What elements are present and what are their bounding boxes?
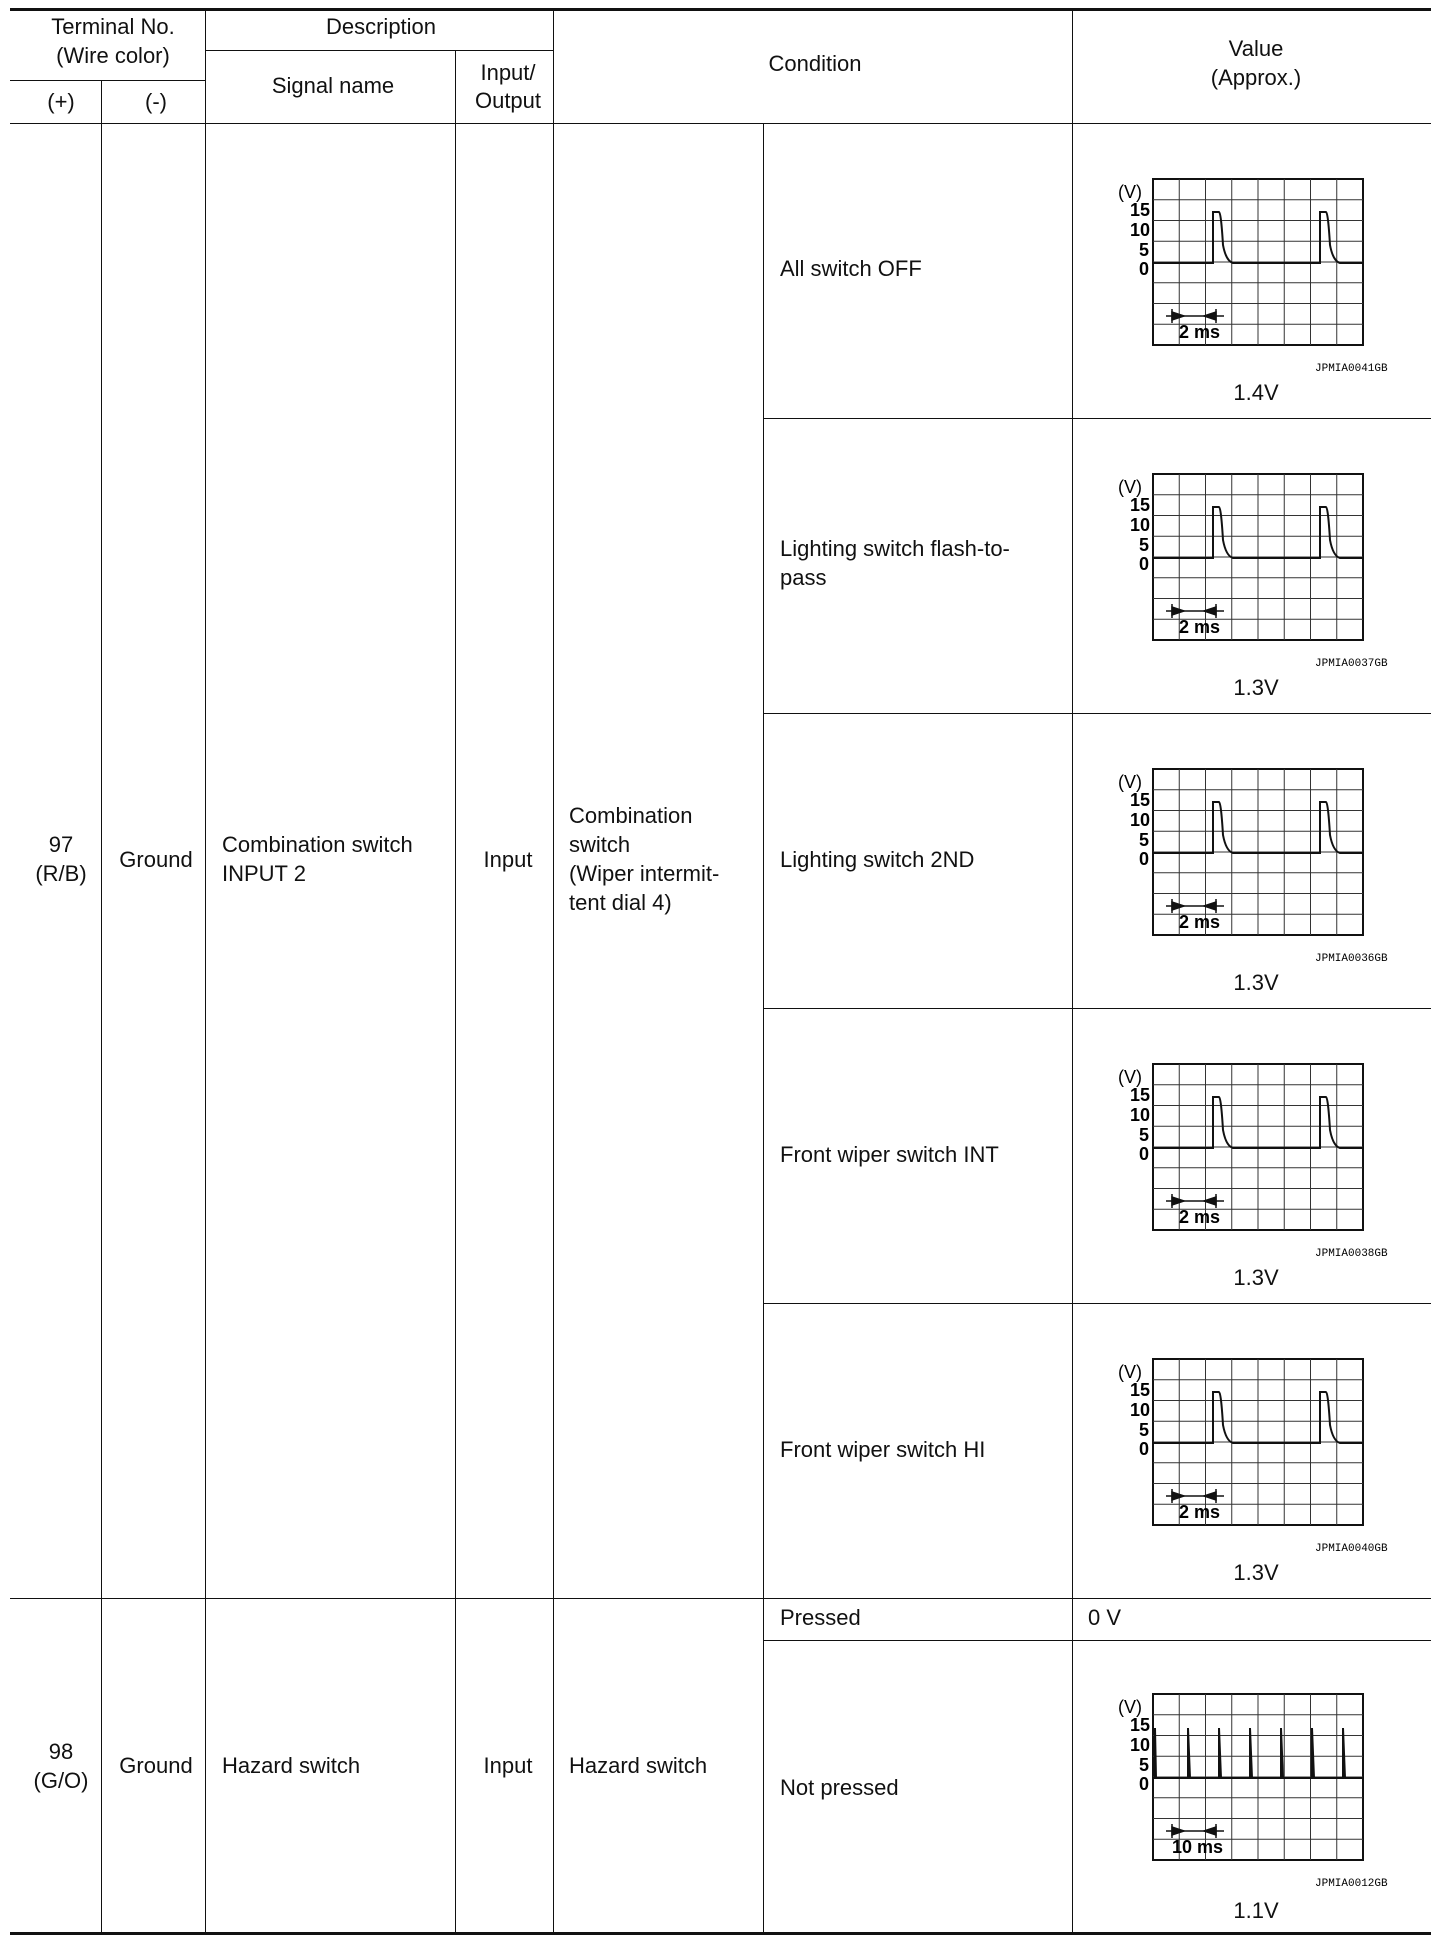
svg-text:5: 5 (1139, 1755, 1150, 1775)
col-divider-value (1072, 8, 1073, 1932)
svg-text:JPMIA0038GB: JPMIA0038GB (1315, 1248, 1388, 1260)
header-input-output-1: Input/ (480, 60, 536, 85)
oscilloscope-flash-to-pass (1108, 460, 1408, 670)
svg-text:0: 0 (1139, 1144, 1150, 1164)
svg-text:2 ms: 2 ms (1179, 1207, 1221, 1227)
header-value-2: (Approx.) (1210, 65, 1302, 90)
terminal-98-ground: Ground (119, 1753, 193, 1778)
oscilloscope-front-wiper-hi (1108, 1345, 1408, 1555)
col-divider-io (455, 50, 456, 1932)
col-divider-terminal (101, 80, 102, 1932)
svg-text:15: 15 (1130, 495, 1151, 515)
subcondition-all-switch-off: All switch OFF (780, 256, 922, 281)
svg-text:(V): (V) (1118, 772, 1142, 792)
svg-text:2 ms: 2 ms (1179, 1502, 1221, 1522)
subcondition-lighting-2nd: Lighting switch 2ND (780, 847, 975, 872)
svg-text:0: 0 (1139, 259, 1150, 279)
header-description: Description (325, 14, 437, 39)
header-terminal-divider (10, 80, 205, 81)
header-input-output-2: Output (474, 88, 542, 113)
row-divider-2 (763, 713, 1431, 714)
svg-text:10: 10 (1130, 515, 1151, 535)
time-division-arrow (1172, 607, 1184, 615)
time-division-arrow (1172, 1197, 1184, 1205)
svg-text:15: 15 (1130, 1085, 1151, 1105)
svg-text:15: 15 (1130, 1715, 1151, 1735)
svg-text:2 ms: 2 ms (1179, 617, 1221, 637)
header-terminal-no: Terminal No. (51, 14, 175, 39)
col-divider-subcondition (763, 123, 764, 1932)
subcondition-front-wiper-hi: Front wiper switch HI (780, 1437, 986, 1462)
value-pressed: 0 V (1088, 1605, 1122, 1630)
svg-text:10: 10 (1130, 1400, 1151, 1420)
subcondition-front-wiper-int: Front wiper switch INT (780, 1142, 999, 1167)
subcondition-flash-to-pass-2: pass (780, 565, 827, 590)
condition-98-main: Hazard switch (569, 1753, 708, 1778)
value-all-switch-off: 1.4V (1233, 380, 1279, 405)
condition-97-main-1: Combination (569, 803, 693, 828)
subcondition-flash-to-pass-1: Lighting switch flash-to- (780, 536, 1010, 561)
svg-text:0: 0 (1139, 849, 1150, 869)
svg-text:15: 15 (1130, 200, 1151, 220)
svg-text:2 ms: 2 ms (1179, 322, 1221, 342)
row-divider-main (10, 1598, 1431, 1599)
time-division-arrow (1172, 312, 1184, 320)
header-minus: (-) (145, 89, 167, 114)
terminal-97-number: 97 (48, 832, 74, 857)
oscilloscope-front-wiper-int (1108, 1050, 1408, 1260)
svg-text:10: 10 (1130, 810, 1151, 830)
svg-text:10: 10 (1130, 1735, 1151, 1755)
svg-text:(V): (V) (1118, 1067, 1142, 1087)
svg-text:0: 0 (1139, 1774, 1150, 1794)
header-wire-color: (Wire color) (56, 43, 170, 68)
scope-unit-label: (V) (1118, 182, 1142, 202)
header-description-divider (205, 50, 553, 51)
svg-text:10: 10 (1130, 1105, 1151, 1125)
value-flash-to-pass: 1.3V (1233, 675, 1279, 700)
svg-text:JPMIA0037GB: JPMIA0037GB (1315, 658, 1388, 670)
oscilloscope-all-switch-off (1108, 165, 1408, 375)
svg-text:5: 5 (1139, 1420, 1150, 1440)
svg-text:JPMIA0040GB: JPMIA0040GB (1315, 1543, 1388, 1555)
svg-text:(V): (V) (1118, 477, 1142, 497)
oscilloscope-lighting-2nd (1108, 755, 1408, 965)
time-division-arrow (1172, 1492, 1184, 1500)
row-divider-1 (763, 418, 1431, 419)
svg-text:JPMIA0041GB: JPMIA0041GB (1315, 363, 1388, 375)
svg-text:10: 10 (1130, 220, 1151, 240)
svg-text:5: 5 (1139, 1125, 1150, 1145)
terminal-98-wire-color: (G/O) (33, 1768, 89, 1793)
io-97: Input (483, 847, 533, 872)
terminal-97-ground: Ground (119, 847, 193, 872)
svg-text:2 ms: 2 ms (1179, 912, 1221, 932)
condition-97-main-3: (Wiper intermit- (569, 861, 720, 886)
row-divider-4 (763, 1303, 1431, 1304)
svg-text:0: 0 (1139, 554, 1150, 574)
condition-97-main-4: tent dial 4) (569, 890, 672, 915)
col-divider-condition (553, 8, 554, 1932)
terminal-97-wire-color: (R/B) (35, 861, 87, 886)
svg-text:5: 5 (1139, 240, 1150, 260)
subcondition-pressed: Pressed (780, 1605, 861, 1630)
col-divider-signal (205, 8, 206, 1932)
header-plus: (+) (47, 89, 75, 114)
value-front-wiper-int: 1.3V (1233, 1265, 1279, 1290)
table-bottom-border (10, 1932, 1431, 1935)
signal-97-name-2: INPUT 2 (222, 861, 306, 886)
svg-text:(V): (V) (1118, 1697, 1142, 1717)
svg-text:0: 0 (1139, 1439, 1150, 1459)
signal-98-name: Hazard switch (222, 1753, 361, 1778)
subcondition-not-pressed: Not pressed (780, 1775, 899, 1800)
header-condition: Condition (768, 51, 862, 76)
svg-text:JPMIA0012GB: JPMIA0012GB (1315, 1878, 1388, 1890)
svg-text:15: 15 (1130, 1380, 1151, 1400)
header-value-1: Value (1228, 36, 1284, 61)
value-front-wiper-hi: 1.3V (1233, 1560, 1279, 1585)
oscilloscope-hazard-not-pressed (1108, 1680, 1408, 1890)
signal-97-name-1: Combination switch (222, 832, 413, 857)
table-top-border (10, 8, 1431, 11)
svg-text:5: 5 (1139, 535, 1150, 555)
header-bottom-border (10, 123, 1431, 124)
io-98: Input (483, 1753, 533, 1778)
header-signal-name: Signal name (271, 73, 395, 98)
svg-text:10 ms: 10 ms (1172, 1837, 1224, 1857)
time-division-arrow (1172, 1827, 1184, 1835)
value-lighting-2nd: 1.3V (1233, 970, 1279, 995)
value-not-pressed: 1.1V (1233, 1898, 1279, 1923)
svg-text:JPMIA0036GB: JPMIA0036GB (1315, 953, 1388, 965)
condition-97-main-2: switch (569, 832, 631, 857)
time-division-arrow (1172, 902, 1184, 910)
terminal-98-number: 98 (48, 1739, 74, 1764)
svg-text:(V): (V) (1118, 1362, 1142, 1382)
svg-text:5: 5 (1139, 830, 1150, 850)
row-divider-hazard (763, 1640, 1431, 1641)
svg-text:15: 15 (1130, 790, 1151, 810)
row-divider-3 (763, 1008, 1431, 1009)
